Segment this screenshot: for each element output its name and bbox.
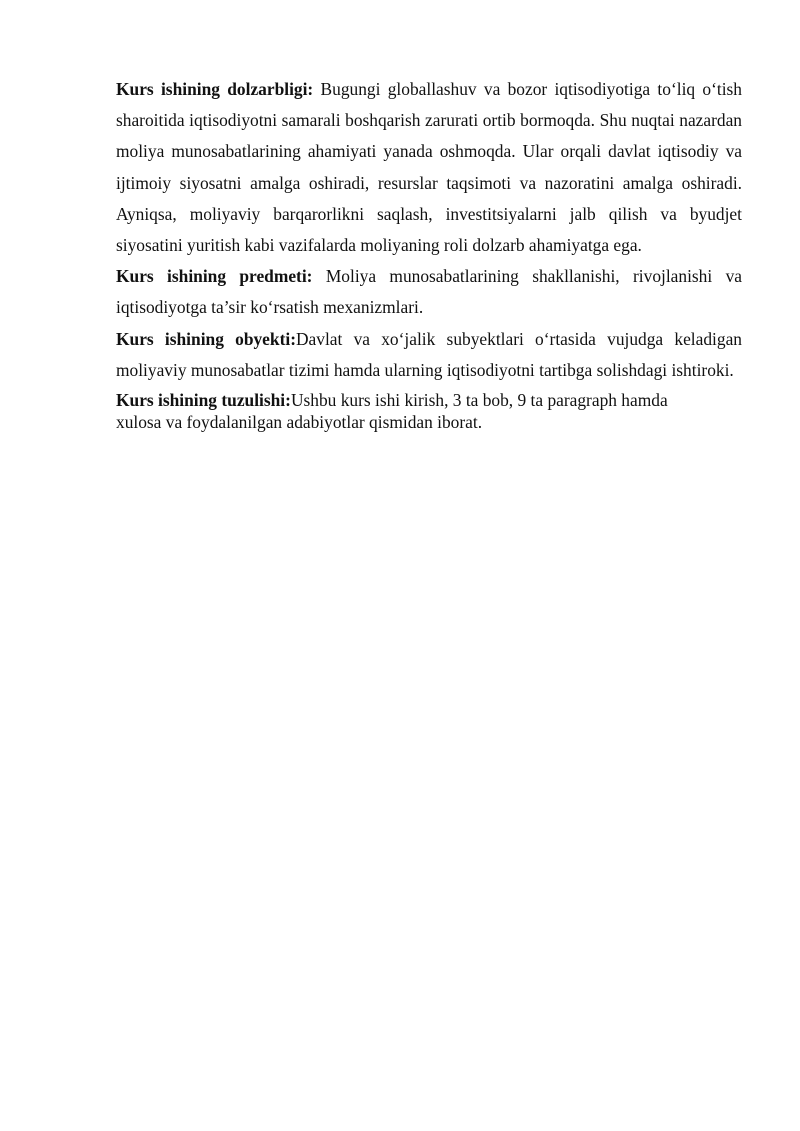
object-text: Davlat va xo‘jalik subyektlari o‘rtasida vujudga keladigan moliyaviy munosabatlar tizimi hamda ularning iqtisodiyotni tartibga solishdagi ishtiroki. — [116, 328, 742, 380]
paragraph-relevance — [116, 74, 742, 261]
object-label: Kurs ishining obyekti: — [116, 328, 296, 349]
structure-label: Kurs ishining tuzulishi: — [116, 390, 291, 411]
relevance-text: Bugungi globallashuv va bozor iqtisodiyotiga to‘liq o‘tish sharoitida iqtisodiyotni samarali boshqarish zarurati ortib bormoqda. Shu nuqtai nazardan moliya munosabatlarining ahamiyati yanada oshmoqda. Ular orqali davlat iqtisodiy va ijtimoiy siyosatni amalga oshiradi, resurslar taqsimoti va nazoratini amalga oshiradi. Ayniqsa, moliyaviy barqarorlikni saqlash, investitsiyalarni jalb qilish va byudjet siyosatini yuritish kabi vazifalarda moliyaning roli dolzarb ahamiyatga ega. — [116, 79, 742, 256]
paragraph-subject — [116, 261, 742, 323]
paragraph-structure — [116, 389, 742, 433]
subject-label: Kurs ishining predmeti: — [116, 266, 313, 287]
document-page — [116, 74, 742, 433]
structure-text-line2: xulosa va foydalanilgan adabiyotlar qismidan iborat. — [116, 412, 483, 433]
subject-text: Moliya munosabatlarining shakllanishi, rivojlanishi va iqtisodiyotga ta’sir ko‘rsatish mexanizmlari. — [116, 266, 742, 318]
relevance-label: Kurs ishining dolzarbligi: — [116, 79, 314, 99]
paragraph-object — [116, 324, 742, 386]
structure-text-line1: Ushbu kurs ishi kirish, 3 ta bob, 9 ta paragraph hamda — [290, 390, 668, 411]
